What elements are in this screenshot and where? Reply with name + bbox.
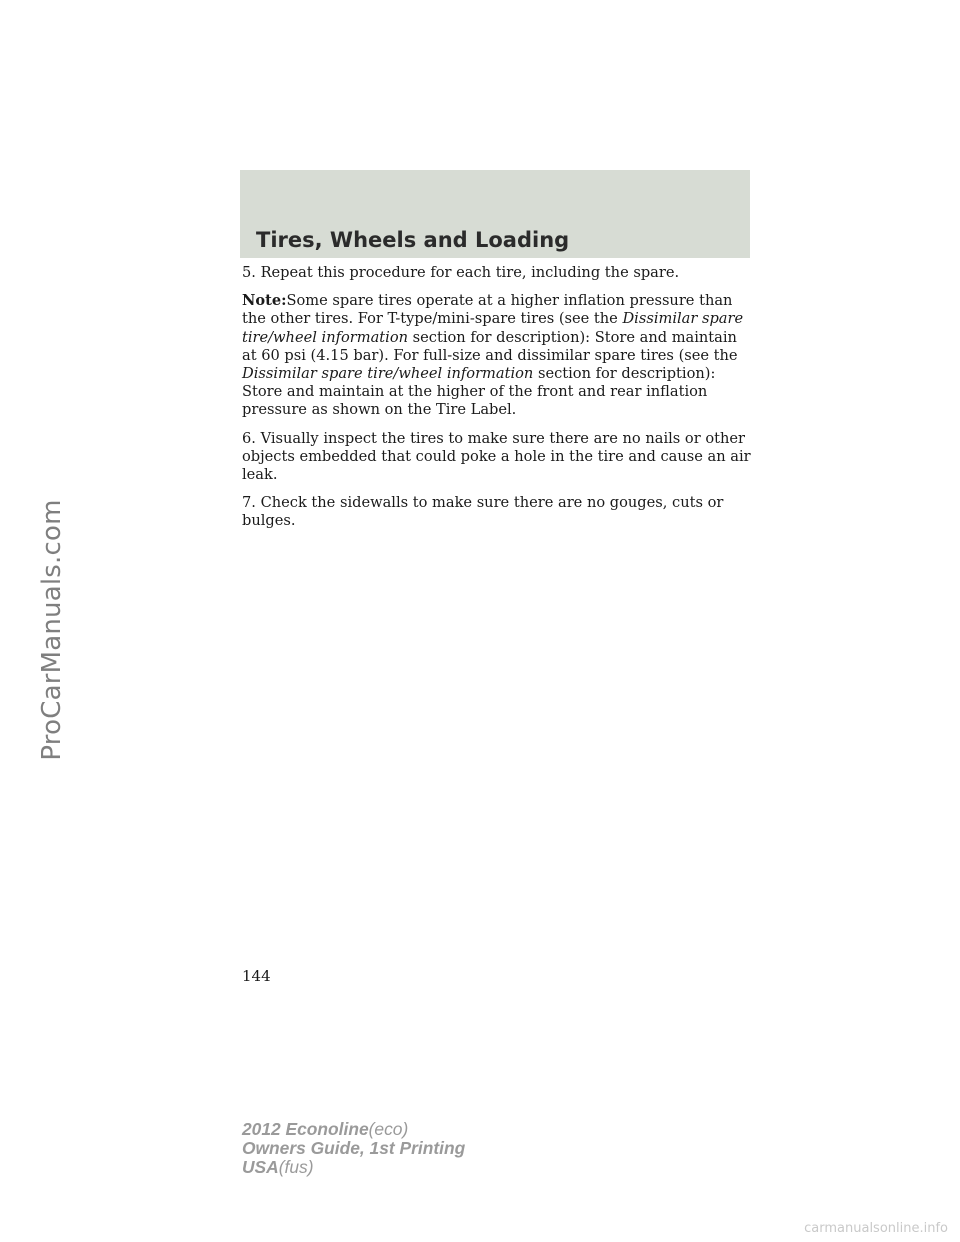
- page-number: 144: [242, 967, 271, 985]
- note-text-2: section for description): Store and maintain at 60 psi (4.15 bar). For full-size and dissimilar spare tires (see the: [242, 328, 738, 364]
- site-link[interactable]: carmanualsonline.info: [804, 1221, 948, 1236]
- footer-market-code: (fus): [278, 1157, 314, 1177]
- footer-market: USA: [242, 1157, 279, 1177]
- footer-line-1: [242, 1120, 465, 1139]
- note-text-1: Some spare tires operate at a higher inflation pressure than the other tires. For T-type/mini-spare tires (see the: [242, 292, 733, 328]
- step-5-paragraph: 5. Repeat this procedure for each tire, including the spare.: [242, 264, 680, 281]
- step-7-paragraph: 7. Check the sidewalls to make sure there are no gouges, cuts or bulges.: [242, 494, 724, 530]
- section-header-band: [240, 170, 750, 258]
- note-text-3: section for description): Store and maintain at the higher of the front and rear inflation pressure as shown on the Tire Label.: [242, 365, 716, 419]
- section-title: Tires, Wheels and Loading: [256, 228, 570, 252]
- footer-line-3: [242, 1158, 465, 1177]
- footer-line-2: Owners Guide, 1st Printing: [242, 1138, 466, 1158]
- page-content: [242, 264, 752, 541]
- step-6-paragraph: 6. Visually inspect the tires to make sure there are no nails or other objects embedded that could poke a hole in the tire and cause an air leak.: [242, 429, 751, 484]
- note-paragraph: [242, 292, 752, 419]
- vertical-watermark: ProCarManuals.com: [37, 499, 67, 761]
- watermark: [0, 0, 67, 761]
- footer-model: 2012 Econoline: [242, 1119, 369, 1139]
- note-reference-1: Dissimilar spare tire/wheel information: [242, 310, 744, 346]
- note-label: Note:: [242, 292, 287, 310]
- footer-model-code: (eco): [368, 1119, 409, 1139]
- note-reference-2: Dissimilar spare tire/wheel information: [242, 365, 534, 383]
- document-footer: [242, 1120, 465, 1177]
